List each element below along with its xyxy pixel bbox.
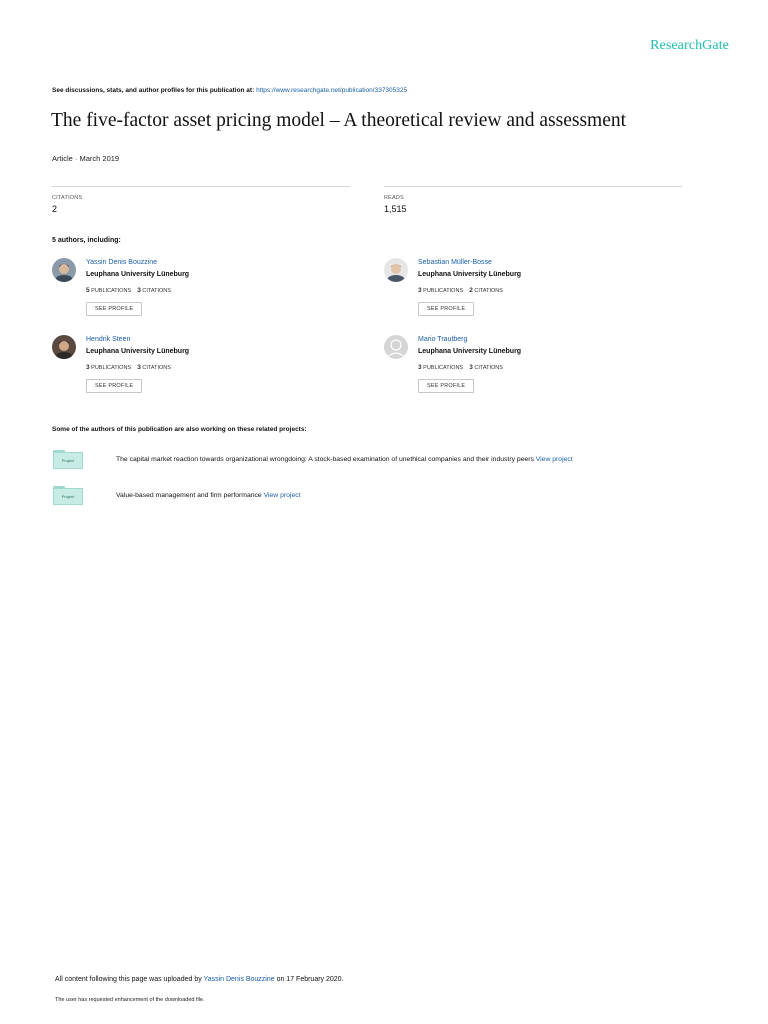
author-institution: Leuphana University Lüneburg [418,348,522,355]
citations-count: 2 [469,287,473,294]
upload-note [55,976,344,983]
project-icon-label: Project [53,488,83,505]
avatar[interactable] [52,335,76,359]
citations-count: 3 [469,364,473,371]
publication-url-link[interactable]: https://www.researchgate.net/publication/337305325 [256,87,408,94]
publications-count: 5 [86,287,90,294]
enhancement-note: The user has requested enhancement of the downloaded file. [55,997,205,1003]
see-profile-button[interactable]: SEE PROFILE [86,379,142,393]
reads-value: 1,515 [384,204,407,214]
citations-label: CITATIONS [142,365,171,371]
publications-label: PUBLICATIONS [91,365,132,371]
publications-count: 3 [418,287,422,294]
author-stats [86,364,346,372]
author-name-link[interactable]: Mario Trautberg [418,336,468,343]
publications-label: PUBLICATIONS [423,365,464,371]
citations-label: CITATIONS [142,288,171,294]
avatar-photo-icon [384,258,408,282]
author-institution: Leuphana University Lüneburg [418,271,522,278]
avatar[interactable] [52,258,76,282]
author-stats [418,287,678,295]
project-folder-icon [53,450,83,470]
author-name-link[interactable]: Sebastian Müller-Bosse [418,259,492,266]
see-profile-button[interactable]: SEE PROFILE [418,379,474,393]
avatar[interactable] [384,258,408,282]
project-title: Value-based management and firm performance [116,492,262,499]
publications-count: 3 [418,364,422,371]
project-title: The capital market reaction towards organizational wrongdoing: A stock-based examination of unethical companies and their industry peers [116,456,534,463]
author-name-link[interactable]: Hendrik Steen [86,336,131,343]
author-stats [86,287,346,295]
view-project-link[interactable]: View project [535,456,573,463]
publications-label: PUBLICATIONS [91,288,132,294]
upload-suffix: on 17 February 2020. [276,976,344,983]
project-folder-icon [53,486,83,506]
researchgate-logo[interactable]: ResearchGate [650,38,729,53]
project-text [116,456,573,463]
citations-count: 3 [137,364,141,371]
projects-heading: Some of the authors of this publication are also working on these related projects: [52,426,307,433]
reads-stat [384,186,682,214]
project-text [116,492,301,499]
citations-label: CITATIONS [474,288,503,294]
default-avatar-icon [384,335,408,359]
avatar[interactable] [384,335,408,359]
project-item [52,486,732,508]
view-project-link[interactable]: View project [263,492,301,499]
see-discussions-line [52,87,407,94]
see-line-prefix: See discussions, stats, and author profiles for this publication at: [52,87,255,94]
project-item [52,450,732,472]
avatar-photo-icon [52,258,76,282]
article-meta: Article · March 2019 [52,154,120,163]
publication-title: The five-factor asset pricing model – A theoretical review and assessment [51,110,627,131]
authors-heading: 5 authors, including: [52,237,121,244]
author-name-link[interactable]: Yassin Denis Bouzzine [86,259,158,266]
author-institution: Leuphana University Lüneburg [86,348,190,355]
citations-label: CITATIONS [52,195,83,201]
uploader-link[interactable]: Yassin Denis Bouzzine [203,976,275,983]
author-institution: Leuphana University Lüneburg [86,271,190,278]
project-icon-label: Project [53,452,83,469]
publications-label: PUBLICATIONS [423,288,464,294]
citations-label: CITATIONS [474,365,503,371]
see-profile-button[interactable]: SEE PROFILE [418,302,474,316]
avatar-photo-icon [52,335,76,359]
reads-label: READS [384,195,404,201]
citations-stat [52,186,350,214]
citations-count: 3 [137,287,141,294]
see-profile-button[interactable]: SEE PROFILE [86,302,142,316]
upload-prefix: All content following this page was uploaded by [55,976,202,983]
publications-count: 3 [86,364,90,371]
citations-value: 2 [52,204,58,214]
author-stats [418,364,678,372]
